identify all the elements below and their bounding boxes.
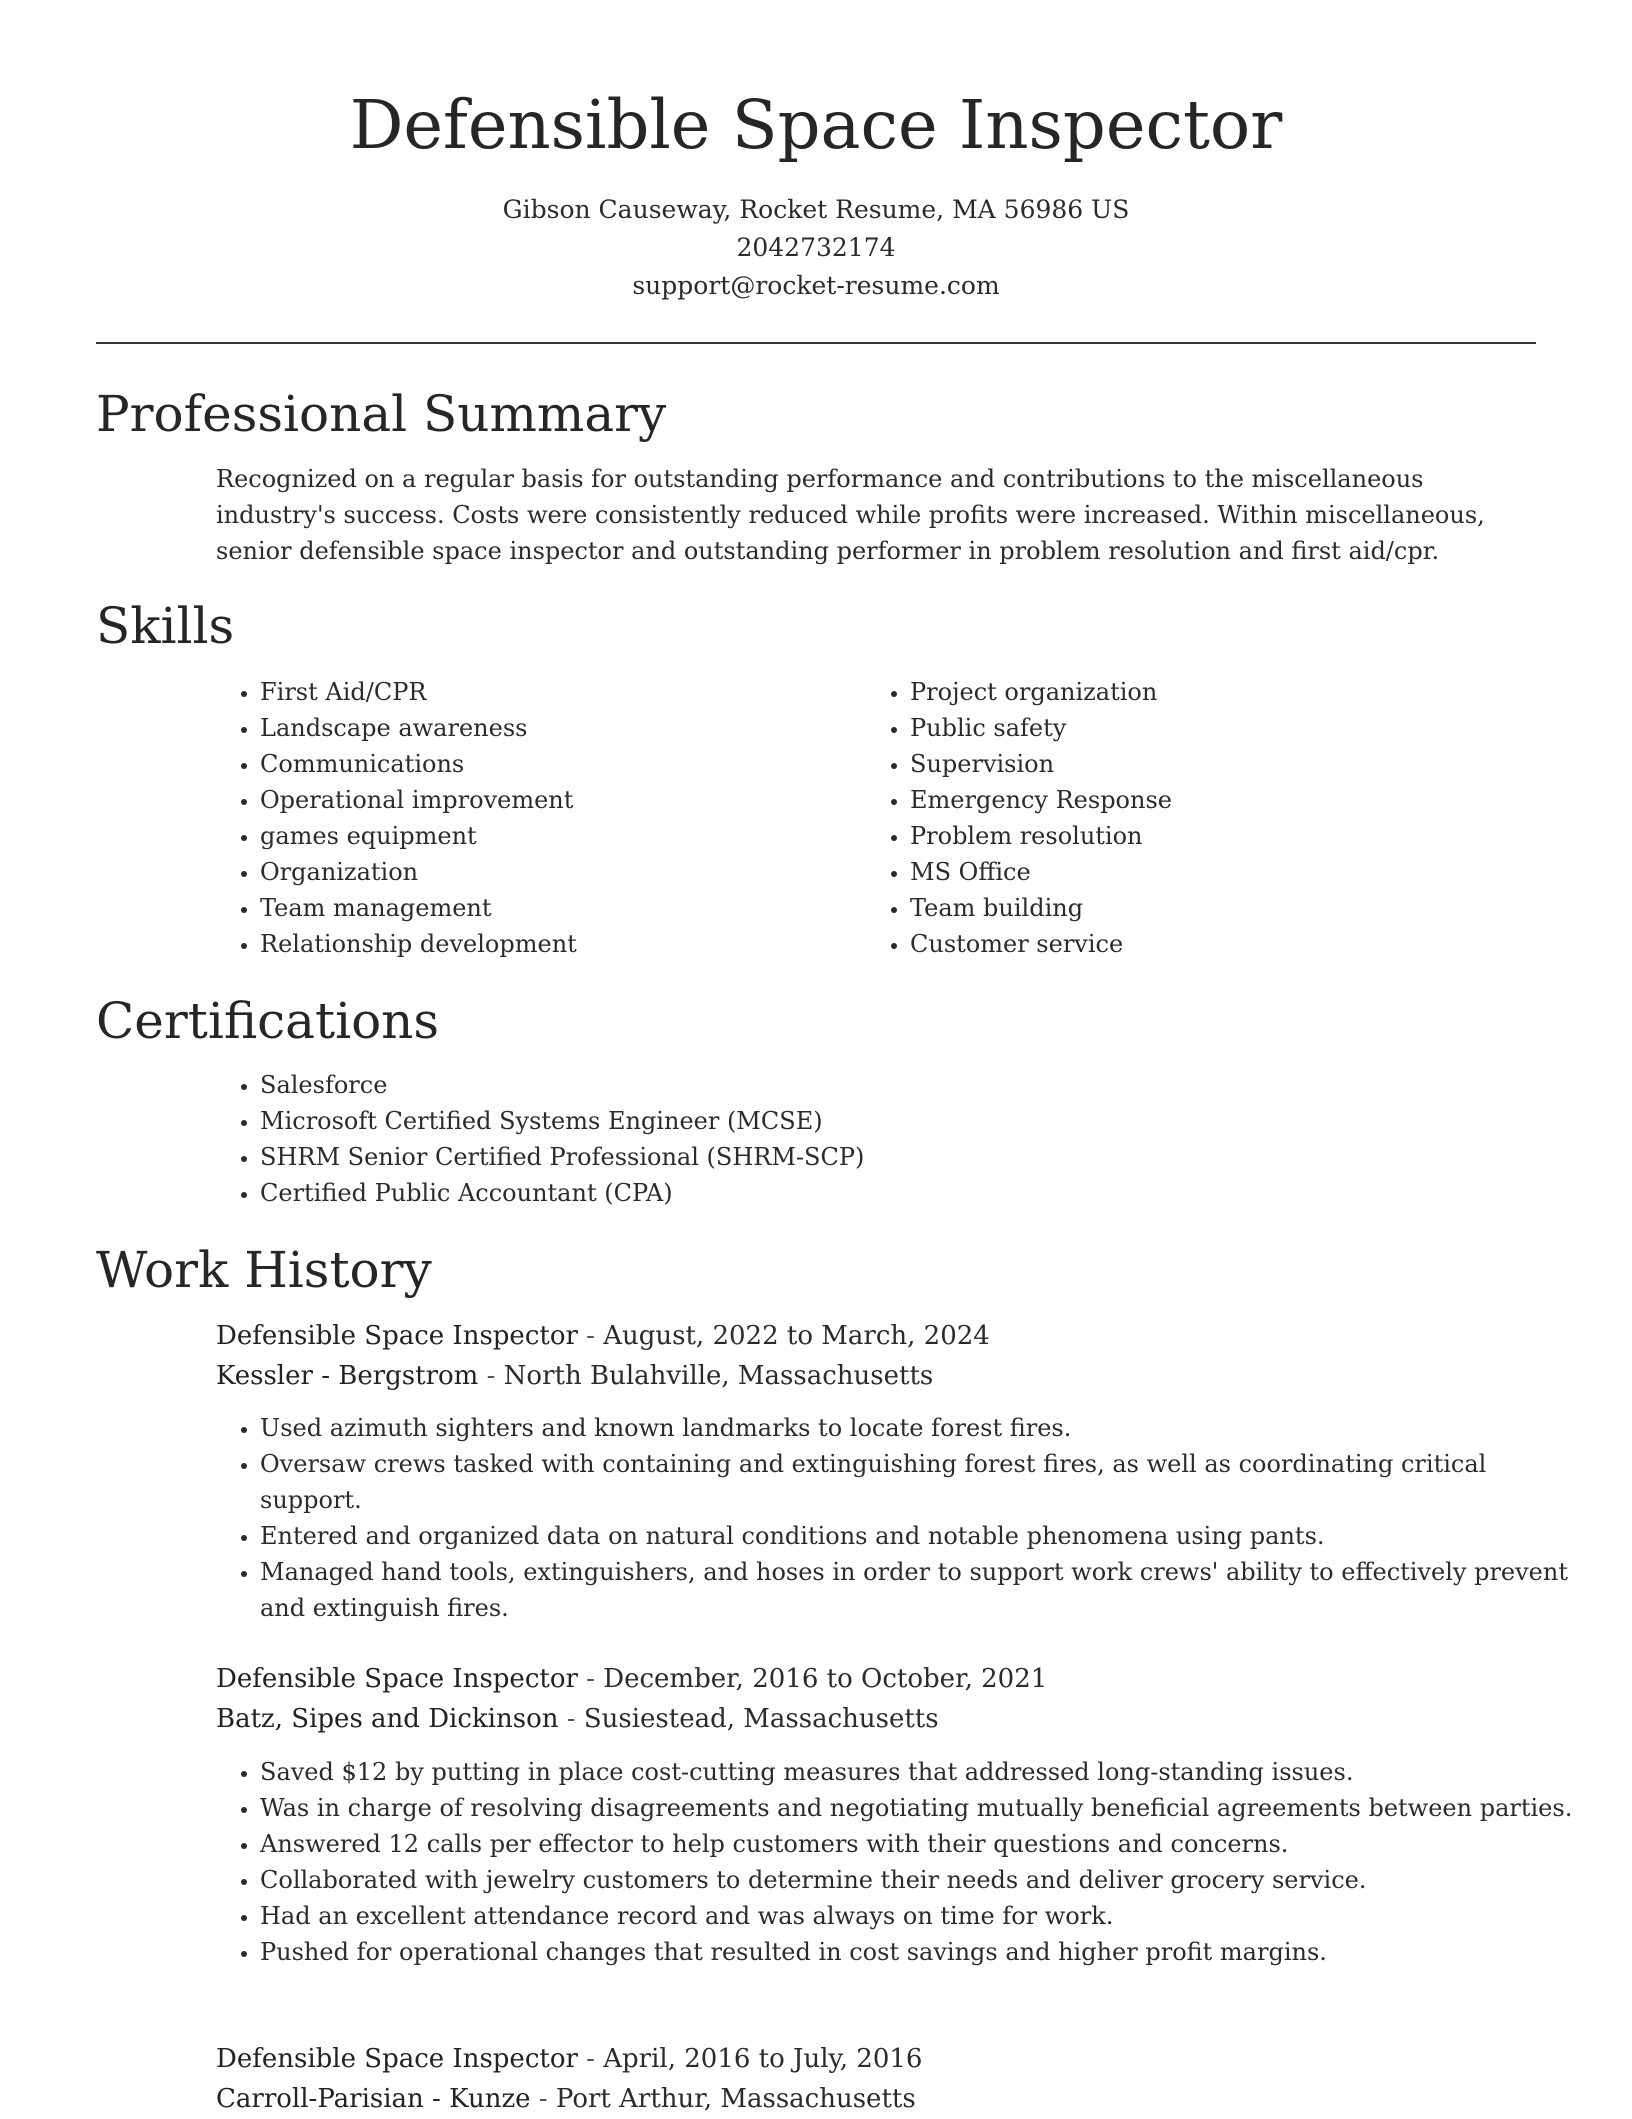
job-separator: - [558,1704,584,1734]
skill-item: • Supervision [910,746,1510,782]
job-header [216,1659,1536,1739]
contact-address: Gibson Causeway, Rocket Resume, MA 56986 US [502,195,1130,224]
job-company: Batz, Sipes and Dickinson [216,1704,559,1734]
job-title: Defensible Space Inspector [216,2044,578,2074]
job-separator: - [577,1664,604,1694]
job-title-line [216,2039,1536,2079]
contact-phone: 2042732174 [736,233,896,262]
skill-item: • Organization [260,854,860,890]
skill-item: • games equipment [260,818,860,854]
skill-item: • Operational improvement [260,782,860,818]
job-bullet: • Answered 12 calls per effector to help customers with their questions and concerns. [260,1826,1590,1862]
certification-item: • Microsoft Certified Systems Engineer (MCSE) [260,1103,1560,1139]
job-header [216,2039,1536,2119]
job-company: Carroll-Parisian - Kunze [216,2084,531,2114]
certification-item: • Certified Public Accountant (CPA) [260,1175,1560,1211]
job-location: Port Arthur, Massachusetts [555,2084,916,2114]
job-title-line [216,1659,1536,1699]
job-bullet: • Managed hand tools, extinguishers, and hoses in order to support work crews' ability to effectively prevent and extinguish fires. [260,1554,1590,1626]
contact-block [96,191,1536,305]
job-location: Susiestead, Massachusetts [583,1704,939,1734]
resume-name: Defensible Space Inspector [349,86,1283,164]
skill-item: • Project organization [910,674,1510,710]
skill-item: • Emergency Response [910,782,1510,818]
job-company-line [216,2079,1536,2119]
skills-heading: Skills [96,597,235,655]
job-bullet: • Oversaw crews tasked with containing and extinguishing forest fires, as well as coordinating critical support. [260,1446,1590,1518]
job-bullet: • Had an excellent attendance record and was always on time for work. [260,1898,1590,1934]
job-bullet: • Collaborated with jewelry customers to determine their needs and deliver grocery service. [260,1862,1590,1898]
job-company-line [216,1699,1536,1739]
job-dates: August, 2022 to March, 2024 [603,1321,990,1351]
job-dates: April, 2016 to July, 2016 [603,2044,923,2074]
job-separator: - [577,2044,604,2074]
job-title: Defensible Space Inspector [216,1664,578,1694]
job-bullet: • Was in charge of resolving disagreements and negotiating mutually beneficial agreements between parties. [260,1790,1590,1826]
header-divider [96,342,1536,344]
job-separator: - [478,1361,504,1391]
skill-item: • Relationship development [260,926,860,962]
job-dates: December, 2016 to October, 2021 [603,1664,1048,1694]
summary-heading: Professional Summary [96,385,667,443]
skill-item: • Problem resolution [910,818,1510,854]
job-bullets [216,1754,1590,1970]
skill-item: • First Aid/CPR [260,674,860,710]
skill-item: • Team building [910,890,1510,926]
certification-item: • SHRM Senior Certified Professional (SHRM-SCP) [260,1139,1560,1175]
job-bullet: • Saved $12 by putting in place cost-cutting measures that addressed long-standing issues. [260,1754,1590,1790]
job-separator: - [577,1321,604,1351]
skills-list-right [866,674,1510,962]
job-title: Defensible Space Inspector [216,1321,578,1351]
skill-item: • Public safety [910,710,1510,746]
skills-list-left [216,674,860,962]
job-bullet: • Entered and organized data on natural conditions and notable phenomena using pants. [260,1518,1590,1554]
certification-item: • Salesforce [260,1067,1560,1103]
job-header [216,1316,1536,1396]
job-title-line [216,1316,1536,1356]
skill-item: • Team management [260,890,860,926]
work-history-heading: Work History [96,1241,432,1299]
skill-item: • Customer service [910,926,1510,962]
job-location: North Bulahville, Massachusetts [503,1361,934,1391]
job-bullet: • Pushed for operational changes that resulted in cost savings and higher profit margins. [260,1934,1590,1970]
job-separator: - [530,2084,556,2114]
contact-email: support@rocket-resume.com [632,271,1000,300]
job-company-line [216,1356,1536,1396]
job-bullets [216,1410,1590,1626]
summary-text: Recognized on a regular basis for outstanding performance and contributions to the miscellaneous industry's success. Costs were consistently reduced while profits were increased. Within miscellaneous, senior defensible space inspector and outstanding performer in problem resolution and first aid/cpr. [216,465,1485,565]
certifications-list [216,1067,1560,1211]
skill-item: • Communications [260,746,860,782]
job-bullet: • Used azimuth sighters and known landmarks to locate forest fires. [260,1410,1590,1446]
certifications-heading: Certifications [96,992,440,1050]
skill-item: • MS Office [910,854,1510,890]
job-company: Kessler - Bergstrom [216,1361,479,1391]
skill-item: • Landscape awareness [260,710,860,746]
